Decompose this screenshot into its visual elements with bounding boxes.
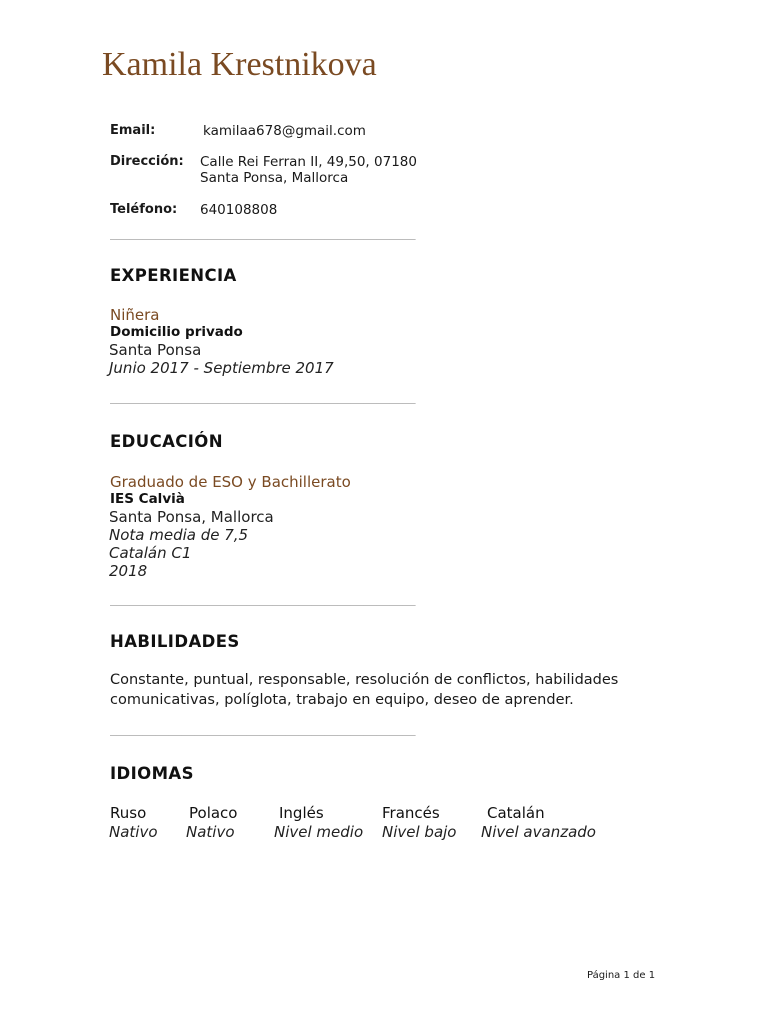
divider: _______________________________________________ [110,226,416,241]
language-name: Ruso [110,804,147,822]
employer: Domicilio privado [110,324,243,340]
language-name: Polaco [189,804,238,822]
language-name: Catalán [487,804,545,822]
degree-title: Graduado de ESO y Bachillerato [110,473,351,491]
language-level: Nativo [109,823,158,841]
average-grade: Nota media de 7,5 [109,526,249,544]
address-label: Dirección: [110,154,184,169]
phone-value: 640108808 [200,202,278,218]
candidate-name: Kamila Krestnikova [102,46,377,83]
email-value: kamilaa678@gmail.com [203,123,366,139]
language-level: Nivel avanzado [481,823,596,841]
language-name: Francés [382,804,440,822]
languages-heading: IDIOMAS [110,764,194,783]
phone-label: Teléfono: [110,202,178,217]
language-name: Inglés [279,804,324,822]
skills-text: Constante, puntual, responsable, resolución de conflictos, habilidades comunicativas, políglota, trabajo en equipo, deseo de aprender. [110,672,619,708]
experience-heading: EXPERIENCIA [110,266,237,285]
address-line-2: Santa Ponsa, Mallorca [200,170,349,186]
school-location: Santa Ponsa, Mallorca [109,508,274,526]
page-number: Página 1 de 1 [587,970,656,981]
language-level: Nivel medio [274,823,364,841]
school-name: IES Calvià [110,491,185,507]
divider: _______________________________________________ [110,592,416,607]
divider: _______________________________________________ [110,722,416,737]
email-label: Email: [110,123,156,138]
skills-heading: HABILIDADES [110,632,240,651]
language-certificate: Catalán C1 [109,544,192,562]
job-dates: Junio 2017 - Septiembre 2017 [109,359,334,377]
education-heading: EDUCACIÓN [110,432,223,451]
job-title: Niñera [110,306,160,324]
address-line-1: Calle Rei Ferran II, 49,50, 07180 [200,154,417,170]
job-location: Santa Ponsa [109,341,202,359]
language-level: Nativo [186,823,235,841]
language-level: Nivel bajo [382,823,457,841]
graduation-year: 2018 [109,562,148,580]
divider: _______________________________________________ [110,390,416,405]
